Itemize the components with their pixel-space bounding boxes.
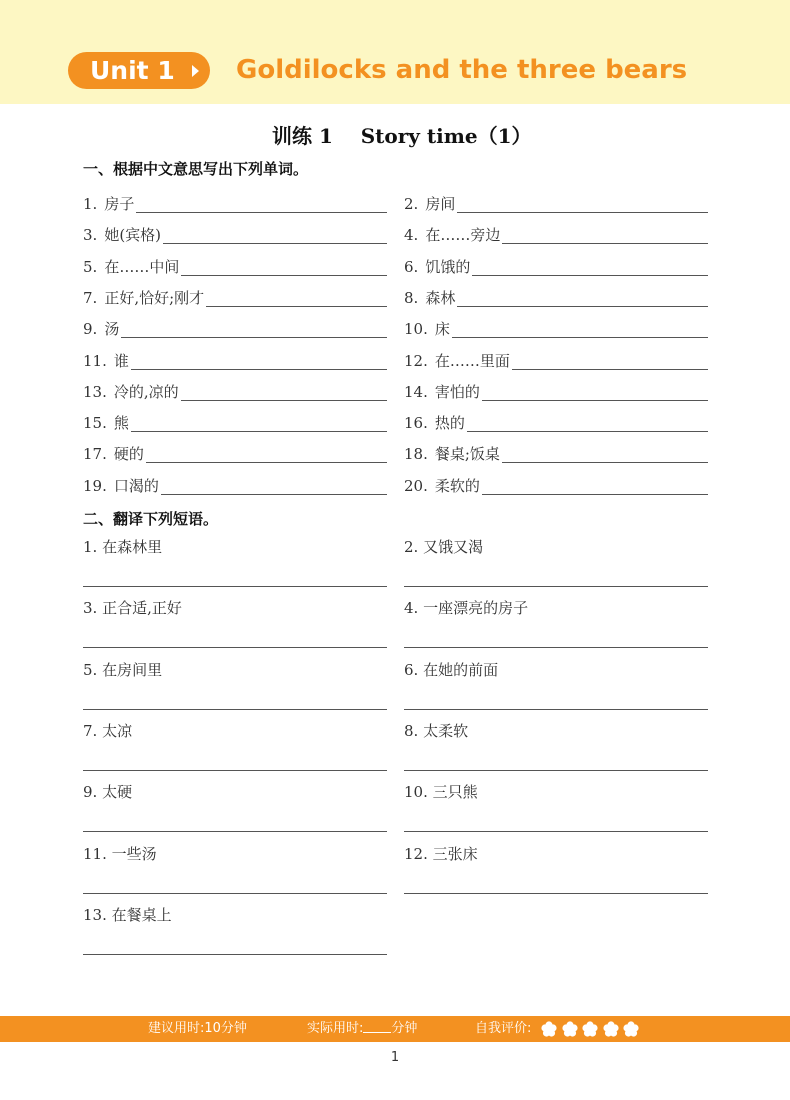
item-prompt: 口渴的	[113, 476, 159, 495]
word-item	[404, 219, 708, 245]
phrase-prompt: 1. 在森林里	[83, 538, 163, 556]
phrase-item	[83, 844, 387, 894]
answer-line[interactable]	[404, 831, 708, 832]
item-prompt: 害怕的	[434, 382, 480, 401]
self-eval-label: 自我评价:	[475, 1021, 532, 1036]
phrase-prompt: 13. 在餐桌上	[83, 905, 172, 924]
item-number: 12.	[404, 351, 428, 370]
item-number: 2.	[404, 195, 419, 213]
actual-time-unit: 分钟	[391, 1021, 418, 1036]
phrase-prompt: 10. 三只熊	[404, 783, 478, 802]
word-item	[404, 313, 708, 339]
word-item	[404, 251, 708, 277]
item-number: 9.	[83, 320, 98, 339]
footer-band	[0, 1016, 790, 1042]
item-prompt: 谁	[113, 351, 129, 370]
item-number: 3.	[83, 226, 98, 245]
unit-label: Unit 1	[90, 56, 175, 85]
phrase-item	[83, 905, 387, 955]
word-item	[83, 313, 387, 339]
answer-line[interactable]	[83, 709, 387, 710]
item-prompt: 熊	[113, 414, 129, 433]
answer-line[interactable]	[404, 893, 708, 894]
phrase-item	[83, 598, 387, 648]
item-prompt: 热的	[434, 414, 465, 433]
item-number: 15.	[83, 414, 107, 433]
answer-line[interactable]	[457, 212, 708, 213]
unit-title: Goldilocks and the three bears	[236, 55, 688, 85]
word-item	[83, 282, 387, 308]
item-number: 17.	[83, 445, 107, 464]
answer-line[interactable]	[482, 494, 708, 495]
item-number: 8.	[404, 288, 419, 307]
answer-line[interactable]	[161, 494, 387, 495]
word-item	[404, 345, 708, 371]
flower-icon[interactable]	[541, 1021, 557, 1037]
item-prompt: 硬的	[113, 445, 144, 464]
suggested-time: 建议用时:10分钟	[148, 1021, 247, 1036]
answer-line[interactable]	[404, 770, 708, 771]
phrase-prompt: 3. 正合适,正好	[83, 599, 182, 618]
word-item	[83, 438, 387, 464]
answer-line[interactable]	[131, 431, 387, 432]
phrase-prompt: 6. 在她的前面	[404, 660, 499, 679]
item-number: 13.	[83, 382, 107, 401]
flower-icon[interactable]	[623, 1021, 639, 1037]
page-number: 1	[390, 1050, 400, 1065]
answer-line[interactable]	[512, 369, 708, 370]
answer-line[interactable]	[83, 586, 387, 587]
answer-line[interactable]	[181, 400, 387, 401]
item-prompt: 房子	[104, 195, 135, 213]
answer-line[interactable]	[83, 831, 387, 832]
answer-line[interactable]	[482, 400, 708, 401]
flower-icon[interactable]	[562, 1021, 578, 1037]
phrase-prompt: 7. 太凉	[83, 721, 133, 740]
answer-line[interactable]	[181, 275, 387, 276]
item-number: 4.	[404, 226, 419, 245]
phrase-prompt: 8. 太柔软	[404, 721, 469, 740]
item-prompt: 在……旁边	[425, 226, 501, 245]
answer-line[interactable]	[457, 306, 708, 307]
item-prompt: 汤	[104, 320, 120, 339]
item-prompt: 床	[434, 320, 450, 339]
answer-line[interactable]	[146, 462, 387, 463]
word-item	[83, 376, 387, 402]
section-2-heading: 二、翻译下列短语。	[83, 510, 219, 528]
phrase-item	[404, 721, 708, 771]
phrase-prompt: 9. 太硬	[83, 783, 133, 802]
phrase-prompt: 11. 一些汤	[83, 844, 157, 863]
actual-time	[307, 1019, 417, 1039]
answer-line[interactable]	[404, 647, 708, 648]
answer-line[interactable]	[83, 893, 387, 894]
answer-line[interactable]	[163, 243, 387, 244]
item-prompt: 餐桌;饭桌	[434, 445, 500, 464]
answer-line[interactable]	[131, 369, 387, 370]
item-number: 20.	[404, 476, 428, 495]
phrase-prompt: 2. 又饿又渴	[404, 538, 484, 556]
phrase-item	[404, 782, 708, 832]
lesson-title: 训练 1 Story time（1）	[272, 124, 532, 148]
item-prompt: 她(宾格)	[104, 226, 162, 245]
item-number: 16.	[404, 414, 428, 433]
item-prompt: 在……里面	[434, 351, 510, 370]
answer-line[interactable]	[404, 586, 708, 587]
answer-line[interactable]	[502, 243, 708, 244]
actual-time-label: 实际用时:	[307, 1021, 364, 1036]
word-item	[404, 188, 708, 214]
item-number: 6.	[404, 257, 419, 276]
answer-line[interactable]	[206, 306, 387, 307]
word-item	[83, 470, 387, 496]
answer-line[interactable]	[136, 212, 387, 213]
phrase-prompt: 4. 一座漂亮的房子	[404, 599, 529, 618]
item-prompt: 房间	[425, 195, 456, 213]
item-prompt: 冷的,凉的	[113, 382, 179, 401]
item-number: 11.	[83, 351, 107, 370]
answer-line[interactable]	[83, 770, 387, 771]
word-item	[404, 282, 708, 308]
item-number: 5.	[83, 257, 98, 276]
phrase-item	[404, 660, 708, 710]
word-item	[83, 219, 387, 245]
answer-line[interactable]	[472, 275, 708, 276]
phrase-item	[83, 537, 387, 587]
flower-icon[interactable]	[582, 1021, 598, 1037]
word-item	[83, 345, 387, 371]
word-item	[83, 251, 387, 277]
item-number: 1.	[83, 195, 98, 213]
answer-line[interactable]	[121, 337, 387, 338]
answer-line[interactable]	[83, 647, 387, 648]
phrase-item	[404, 844, 708, 894]
answer-line[interactable]	[83, 954, 387, 955]
arrow-right-icon	[192, 65, 199, 77]
header-band	[0, 0, 790, 104]
item-number: 7.	[83, 288, 98, 307]
item-prompt: 在……中间	[104, 257, 180, 276]
phrase-prompt: 12. 三张床	[404, 844, 478, 863]
word-item	[404, 470, 708, 496]
item-number: 10.	[404, 320, 428, 339]
item-number: 19.	[83, 476, 107, 495]
flower-icon[interactable]	[603, 1021, 619, 1037]
answer-line[interactable]	[404, 709, 708, 710]
item-prompt: 正好,恰好;刚才	[104, 288, 205, 307]
item-prompt: 森林	[425, 288, 456, 307]
phrase-prompt: 5. 在房间里	[83, 660, 163, 679]
phrase-item	[83, 721, 387, 771]
item-prompt: 柔软的	[434, 476, 480, 495]
item-prompt: 饥饿的	[425, 257, 471, 276]
word-item	[404, 376, 708, 402]
phrase-item	[83, 782, 387, 832]
phrase-item	[404, 598, 708, 648]
word-item	[404, 438, 708, 464]
word-item	[404, 407, 708, 433]
item-number: 18.	[404, 445, 428, 464]
phrase-item	[404, 537, 708, 587]
item-number: 14.	[404, 382, 428, 401]
answer-line[interactable]	[502, 462, 708, 463]
answer-line[interactable]	[467, 431, 708, 432]
section-1-heading: 一、根据中文意思写出下列单词。	[83, 160, 309, 178]
word-item	[83, 188, 387, 214]
unit-badge	[68, 52, 210, 89]
word-item	[83, 407, 387, 433]
answer-line[interactable]	[452, 337, 708, 338]
actual-time-blank[interactable]	[363, 1019, 391, 1033]
phrase-item	[83, 660, 387, 710]
